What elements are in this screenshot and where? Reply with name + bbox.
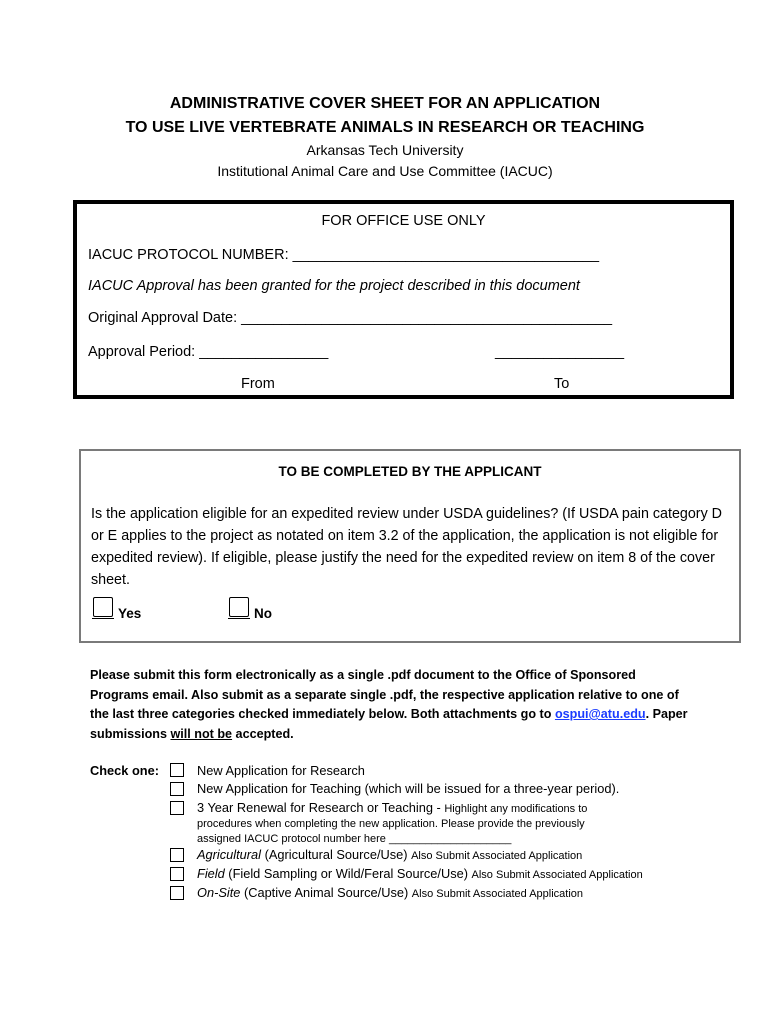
checkbox-on-site[interactable] (170, 886, 184, 900)
option-field: Field (Field Sampling or Wild/Feral Source/Use) Also Submit Associated Application (197, 866, 643, 881)
university-name: Arkansas Tech University (306, 142, 464, 158)
no-checkbox-underline (228, 618, 250, 619)
option-new-teaching: New Application for Teaching (which will be issued for a three-year period). (197, 781, 620, 796)
yes-label: Yes (118, 606, 142, 621)
document-title-line-2: TO USE LIVE VERTEBRATE ANIMALS IN RESEARCH OR TEACHING (125, 119, 645, 136)
applicant-box (79, 449, 741, 643)
check-one-label: Check one: (90, 763, 159, 778)
office-use-heading: FOR OFFICE USE ONLY (321, 213, 486, 229)
no-checkbox[interactable] (229, 597, 249, 617)
checkbox-agricultural[interactable] (170, 848, 184, 862)
submission-text: Please submit this form electronically as a single .pdf document to the Office of Sponsored Programs email. Also submit as a separate single .pdf, the respective application relative to one of the last three categories checked immediately below. Both attachments go to (90, 668, 679, 721)
option-on-site: On-Site (Captive Animal Source/Use) Also Submit Associated Application (197, 885, 584, 900)
submission-email-link[interactable]: ospui@atu.edu (554, 707, 646, 721)
approval-period-from-field[interactable]: Approval Period: ________________ (88, 344, 329, 360)
from-label: From (241, 376, 275, 392)
submission-text-end: accepted. (232, 726, 294, 741)
yes-checkbox[interactable] (93, 597, 113, 617)
original-approval-date-field[interactable]: Original Approval Date: ______________________________________________ (88, 310, 613, 326)
submission-text-after: . Paper submissions (90, 707, 688, 741)
option-agricultural: Agricultural (Agricultural Source/Use) Also Submit Associated Application (197, 847, 583, 862)
expedited-review-question: Is the application eligible for an expedited review under USDA guidelines? (If USDA pain category D or E applies to the project as notated on item 3.2 of the application, the application is not eligible for expedited review). If eligible, please justify the need for the expedited review on item 8 of the cover sheet. (91, 506, 723, 588)
office-use-box (73, 200, 734, 399)
to-label: To (554, 376, 570, 392)
no-label: No (254, 606, 272, 621)
yes-checkbox-underline (92, 618, 114, 619)
checkbox-new-teaching[interactable] (170, 782, 184, 796)
option-renewal-protocol-number-field[interactable]: assigned IACUC protocol number here ____________________ (197, 833, 512, 845)
option-new-research: New Application for Research (197, 763, 365, 778)
checkbox-new-research[interactable] (170, 763, 184, 777)
committee-name: Institutional Animal Care and Use Committee (IACUC) (217, 163, 553, 179)
approval-period-to-field[interactable]: ________________ (495, 344, 625, 360)
applicant-heading: TO BE COMPLETED BY THE APPLICANT (278, 464, 542, 479)
approval-note: IACUC Approval has been granted for the project described in this document (88, 278, 580, 294)
document-title-line-1: ADMINISTRATIVE COVER SHEET FOR AN APPLICATION (169, 95, 601, 112)
checkbox-field[interactable] (170, 867, 184, 881)
submission-instructions (90, 666, 690, 744)
protocol-number-field[interactable]: IACUC PROTOCOL NUMBER: ______________________________________ (88, 247, 600, 263)
option-renewal-line-2: procedures when completing the new application. Please provide the previously (197, 818, 585, 830)
submission-emphasis: will not be (170, 726, 233, 741)
checkbox-renewal[interactable] (170, 801, 184, 815)
option-renewal: 3 Year Renewal for Research or Teaching - Highlight any modifications to (197, 800, 588, 815)
